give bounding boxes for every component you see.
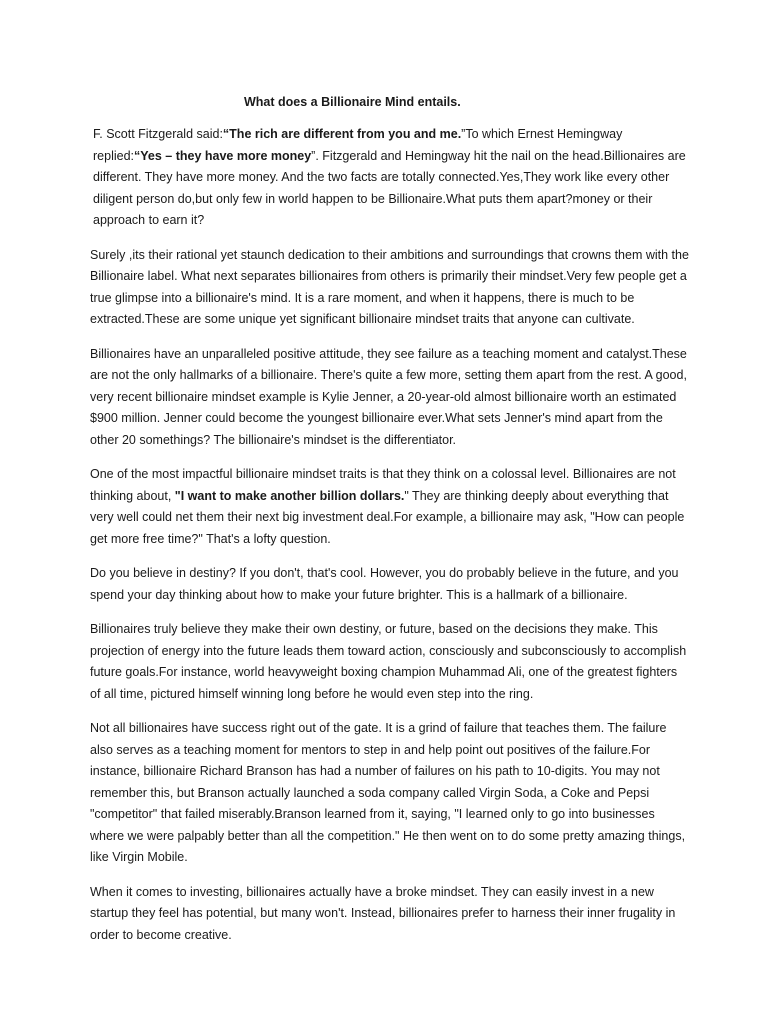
paragraph-own-destiny: Billionaires truly believe they make their own destiny, or future, based on the decisions they make. This projection of energy into the future leads them toward action, consciously and subconsciously to accomplish future goals.For instance, world heavyweight boxing champion Muhammad Ali, one of the greatest fighters of all time, pictured himself winning long before he would even step into the ring.: [90, 622, 687, 701]
text-run: ”. Fitzgerald and Hemingway hit the nail on the head.Billionaires are different. They have more money. And the two facts are totally connected.Yes,They work like every other diligent person do,but only few in world happen to be Billionaire.What puts them apart?money or their approach to earn it?: [93, 148, 686, 227]
bold-quote-billion: "I want to make another billion dollars.: [174, 488, 405, 503]
paragraph-colossal-thinking: [90, 464, 690, 550]
document-body: [90, 124, 690, 959]
paragraph-destiny: Do you believe in destiny? If you don't, that's cool. However, you do probably believe in the future, and you spend your day thinking about how to make your future brighter. This is a hallmark of a billionaire.: [90, 566, 679, 602]
paragraph-fitzgerald-quote: [90, 124, 690, 232]
text-run: One of the most impactful billionaire mindset traits is that they think on a colossal level. Billionaires are not thinking about,: [90, 467, 676, 503]
text-run: " They are thinking deeply about everything that very well could net them their next big investment deal.For example, a billionaire may ask, "How can people get more free time?" That's a lofty question.: [90, 488, 685, 546]
paragraph-dedication: Surely ,its their rational yet staunch dedication to their ambitions and surroundings that crowns them with the Billionaire label. What next separates billionaires from others is primarily their mindset.Very few people get a true glimpse into a billionaire's mind. It is a rare moment, and when it happens, there is much to be extracted.These are some unique yet significant billionaire mindset traits that anyone can cultivate.: [90, 247, 689, 326]
text-run: ”To which Ernest Hemingway replied:: [93, 127, 623, 163]
document-title: What does a Billionaire Mind entails.: [244, 95, 461, 109]
bold-quote-fitzgerald: “The rich are different from you and me.: [222, 127, 462, 141]
paragraph-investing: When it comes to investing, billionaires actually have a broke mindset. They can easily invest in a new startup they feel has potential, but many won't. Instead, billionaires prefer to harness their inner frugality in order to become creative.: [90, 884, 676, 942]
text-run: F. Scott Fitzgerald said:: [93, 127, 223, 141]
paragraph-failure: Not all billionaires have success right out of the gate. It is a grind of failure that teaches them. The failure also serves as a teaching moment for mentors to step in and help point out positives of the failure.For instance, billionaire Richard Branson has had a number of failures on his path to 10-digits. You may not remember this, but Branson actually launched a soda company called Virgin Soda, a Coke and Pepsi "competitor" that failed miserably.Branson learned from it, saying, "I learned only to go into businesses where we were palpably better than all the competition." He then went on to do some pretty amazing things, like Virgin Mobile.: [90, 721, 686, 864]
paragraph-positive-attitude: Billionaires have an unparalleled positive attitude, they see failure as a teaching moment and catalyst.These are not the only hallmarks of a billionaire. There's quite a few more, setting them apart from the rest. A good, very recent billionaire mindset example is Kylie Jenner, a 20-year-old almost billionaire worth an estimated $900 million. Jenner could become the youngest billionaire ever.What sets Jenner's mind apart from the other 20 somethings? The billionaire's mindset is the differentiator.: [90, 346, 687, 447]
bold-quote-hemingway: “Yes – they have more money: [134, 148, 312, 163]
